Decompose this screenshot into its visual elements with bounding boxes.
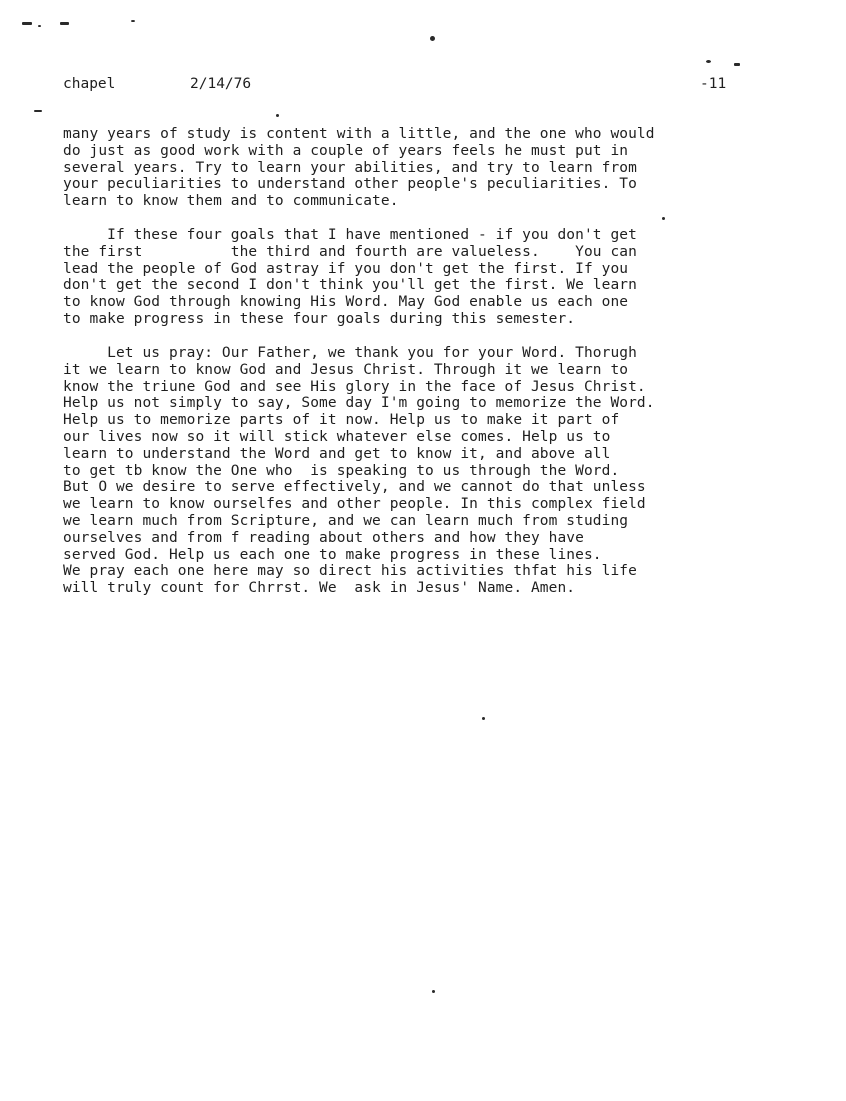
header-date: 2/14/76 [190,76,252,92]
scan-speck [131,20,135,22]
paragraph-1: many years of study is content with a little, and the one who would do just as good work with a couple of years feels he must put in several years. Try to learn your abilities, and try to learn from your peculiarities to understand other people's peculiarities. To learn to know them and to communicate. [63,126,655,210]
scan-speck [734,63,740,66]
header-label: chapel [63,76,116,92]
scan-speck [34,110,42,112]
paragraph-3: Let us pray: Our Father, we thank you for your Word. Thorugh it we learn to know God and Jesus Christ. Through it we learn to know the triune God and see His glory in the face of Jesus Christ. Help us not simply to say, Some day I'm going to memorize the Word. Help us to memorize parts of it now. Help us to make it part of our lives now so it will stick whatever else comes. Help us to learn to understand the Word and get to know it, and above all to get tb know the One who is speaking to us through the Word. But O we desire to serve effectively, and we cannot do that unless we learn to know ourselfes and other people. In this complex field we learn much from Scripture, and we can learn much from studing ourselves and from f reading about others and how they have served God. Help us each one to make progress in these lines. We pray each one here may so direct his activities thfat his life will truly count for Chrrst. We ask in Jesus' Name. Amen. [63,345,655,597]
scan-speck [482,717,485,720]
scan-speck [38,25,41,27]
scan-speck [60,22,69,25]
scan-speck [22,22,32,25]
scan-speck [706,60,711,63]
scan-speck [662,217,665,220]
scan-speck [430,36,435,41]
paragraph-2: If these four goals that I have mentioned - if you don't get the first the third and fourth are valueless. You can lead the people of God astray if you don't get the first. If you don't get the second I don't think you'll get the first. We learn to know God through knowing His Word. May God enable us each one to make progress in these four goals during this semester. [63,227,637,327]
scan-speck [432,990,435,993]
page-number: -11 [700,76,727,92]
scan-speck [276,114,279,117]
